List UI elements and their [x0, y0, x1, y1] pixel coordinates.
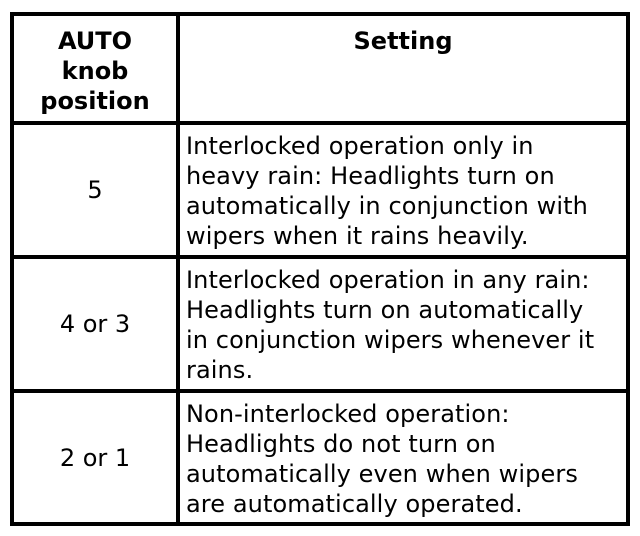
setting-description: Interlocked operation only in heavy rain: Headlights turn on automatically in conjunction with wipers when it rains heavily.	[186, 132, 588, 250]
position-value: 5	[87, 176, 103, 204]
setting-cell	[178, 391, 626, 522]
position-value: 4 or 3	[59, 310, 131, 338]
header-setting	[178, 16, 626, 123]
table-row	[14, 257, 626, 391]
header-setting-label: Setting	[353, 27, 453, 55]
header-auto-knob-position	[14, 16, 178, 123]
settings-table-grid	[14, 16, 626, 522]
setting-cell	[178, 123, 626, 257]
setting-description: Interlocked operation in any rain: Headlights turn on automatically in conjunction wipers whenever it rains.	[186, 266, 595, 384]
table-header-row	[14, 16, 626, 123]
position-cell	[14, 123, 178, 257]
position-cell	[14, 391, 178, 522]
position-cell	[14, 257, 178, 391]
header-position-label: AUTO knob position	[40, 27, 150, 115]
position-value: 2 or 1	[59, 443, 131, 472]
setting-cell	[178, 257, 626, 391]
table-row	[14, 391, 626, 522]
table-row	[14, 123, 626, 257]
setting-description: Non-interlocked operation: Headlights do not turn on automatically even when wipers are automatically operated.	[186, 400, 578, 518]
auto-knob-settings-table	[10, 12, 630, 526]
